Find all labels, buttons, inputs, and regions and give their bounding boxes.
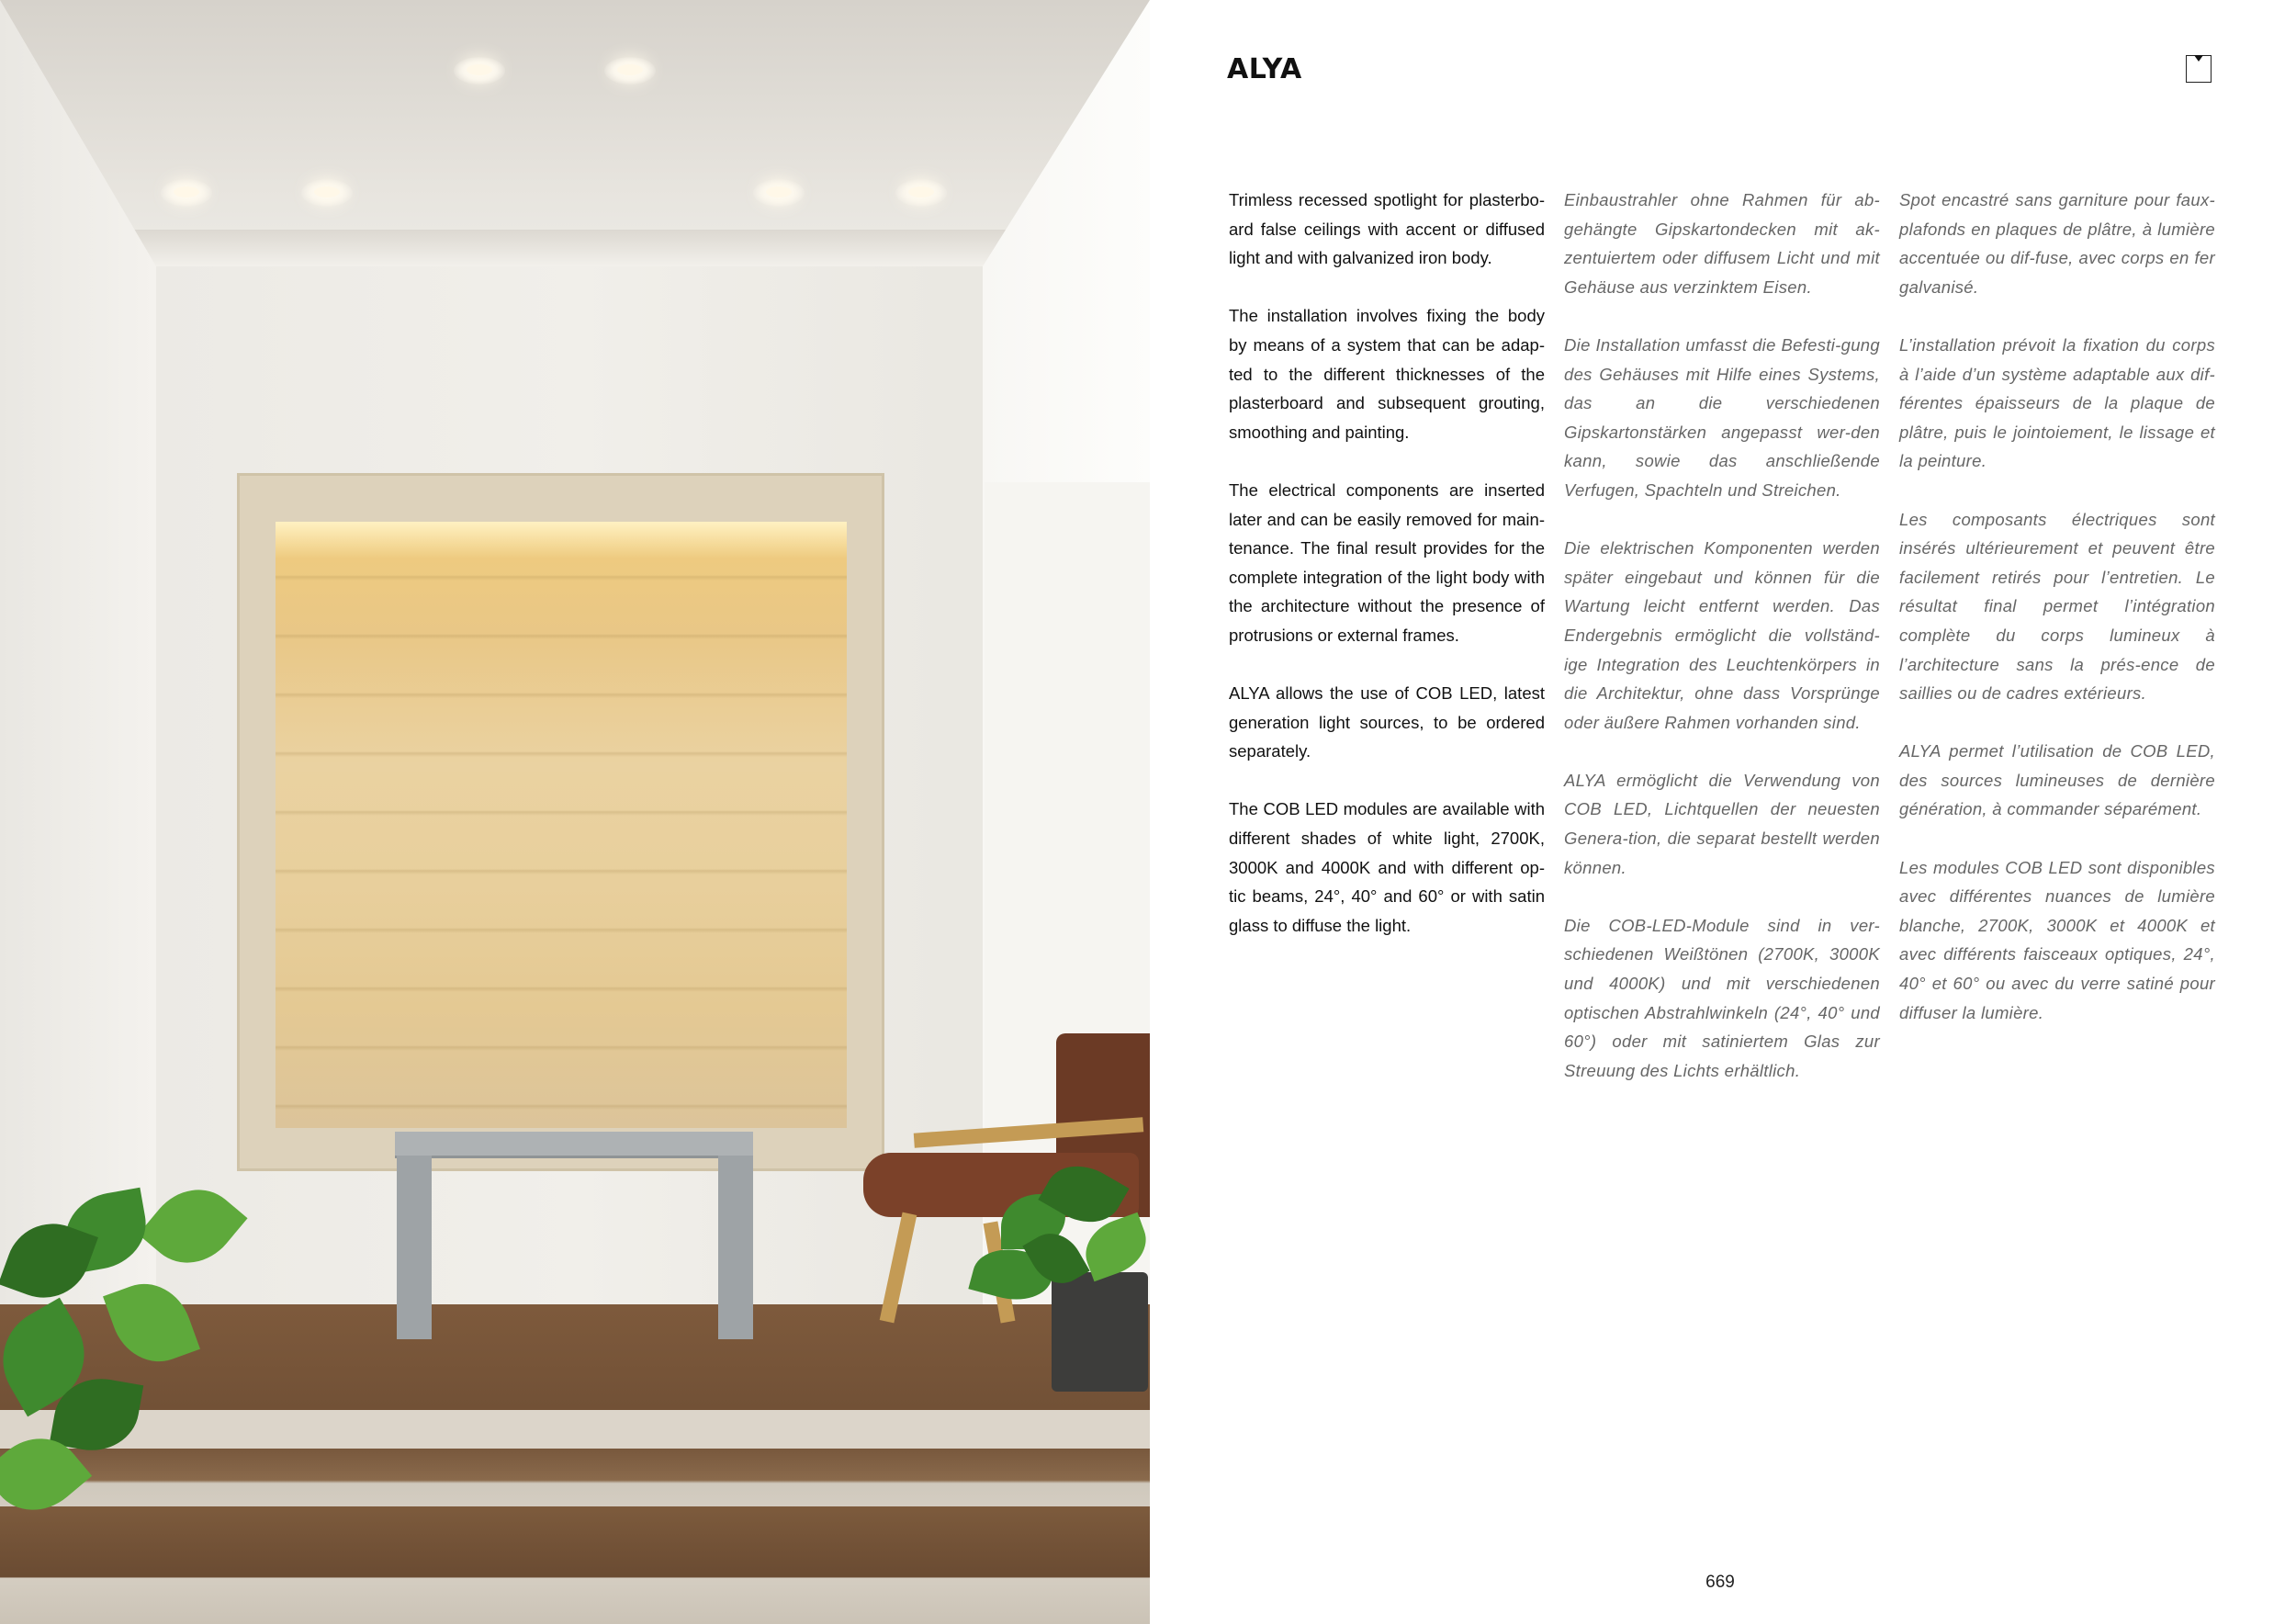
bookmark-icon[interactable] xyxy=(2186,55,2212,83)
paragraph: Les modules COB LED sont disponibles avec différentes nuances de lumière blanche, 2700K, 3000K et 4000K et avec différents faisceaux optiques, 24°, 40° et 60° ou avec du verre satiné pour diffuser la lumière. xyxy=(1899,857,2215,1022)
spotlight xyxy=(454,57,505,85)
spotlight xyxy=(301,179,353,207)
page-title: ALYA xyxy=(1227,53,1302,85)
paragraph: The installation involves fixing the body by means of a system that can be adap-ted to the different thicknesses of the plasterboard and subsequent grouting, smoothing and painting. xyxy=(1229,306,1545,442)
paragraph: Die elektrischen Komponenten werden später eingebaut und können für die Wartung leicht entfernt werden. Das Endergebnis ermöglicht die vollständ-ige Integration des Leuchtenkörpers in die Architektur, ohne dass Vorsprünge oder äußere Rahmen vorhanden sind. xyxy=(1564,538,1880,732)
spotlight xyxy=(161,179,212,207)
english-column xyxy=(1229,186,1545,969)
paragraph: The COB LED modules are available with different shades of white light, 2700K, 3000K and 4000K and with different op-tic beams, 24°, 40° and 60° or with satin glass to diffuse the light. xyxy=(1229,799,1545,935)
plant-pot xyxy=(1052,1272,1148,1392)
paragraph: The electrical components are inserted later and can be easily removed for main-tenance. The final result provides for the complete integration of the light body with the architecture without the presence of protrusions or external frames. xyxy=(1229,479,1545,645)
paragraph: L’installation prévoit la fixation du corps à l’aide d’un système adaptable aux dif-férentes épaisseurs de la plaque de plâtre, puis le jointoiement, le lissage et la peinture. xyxy=(1899,334,2215,471)
bench-leg xyxy=(397,1156,432,1339)
wooden-artwork xyxy=(276,522,847,1128)
paragraph: ALYA allows the use of COB LED, latest generation light sources, to be ordered separately. xyxy=(1229,683,1545,761)
paragraph: Spot encastré sans garniture pour faux-plafonds en plaques de plâtre, à lumière accentuée ou dif-fuse, avec corps en fer galvanisé. xyxy=(1899,190,2215,297)
stone-step xyxy=(0,1410,1150,1449)
lower-step xyxy=(0,1506,1150,1624)
french-column xyxy=(1899,186,2215,1056)
spotlight xyxy=(753,179,805,207)
spotlight xyxy=(604,57,656,85)
paragraph: ALYA permet l’utilisation de COB LED, des sources lumineuses de dernière génération, à commander séparément. xyxy=(1899,741,2215,819)
niche-light-glow xyxy=(276,522,847,558)
ceiling xyxy=(0,0,1150,266)
paragraph: Trimless recessed spotlight for plasterbo-ard false ceilings with accent or diffused light and with galvanized iron body. xyxy=(1229,190,1545,268)
bench-leg xyxy=(718,1156,753,1339)
paragraph: Einbaustrahler ohne Rahmen für ab-gehängte Gipskartondecken mit ak-zentuiertem oder diffusem Licht und mit Gehäuse aus verzinktem Eisen. xyxy=(1564,190,1880,297)
page-number: 669 xyxy=(1705,1573,1735,1592)
german-column xyxy=(1564,186,1880,1114)
paragraph: ALYA ermöglicht die Verwendung von COB LED, Lichtquellen der neuesten Genera-tion, die separat bestellt werden können. xyxy=(1564,770,1880,877)
paragraph: Die Installation umfasst die Befesti-gung des Gehäuses mit Hilfe eines Systems, das an die verschiedenen Gipskartonstärken angepasst wer-den kann, sowie das anschließende Verfugen, Spachteln und Streichen. xyxy=(1564,334,1880,500)
ceiling-edge xyxy=(0,230,1150,266)
paragraph: Les composants électriques sont insérés ultérieurement et peuvent être facilement retirés pour l’entretien. Le résultat final permet l’intégration complète du corps lumineux à l’architecture sans la prés-ence de saillies ou de cadres extérieurs. xyxy=(1899,509,2215,704)
spotlight xyxy=(895,179,947,207)
paragraph: Die COB-LED-Module sind in ver-schiedenen Weißtönen (2700K, 3000K und 4000K) und mit verschiedenen optischen Abstrahlwinkeln (24°, 40° und 60°) oder mit satiniertem Glas zur Streuung des Lichts erhältlich. xyxy=(1564,915,1880,1080)
bench xyxy=(395,1132,753,1156)
